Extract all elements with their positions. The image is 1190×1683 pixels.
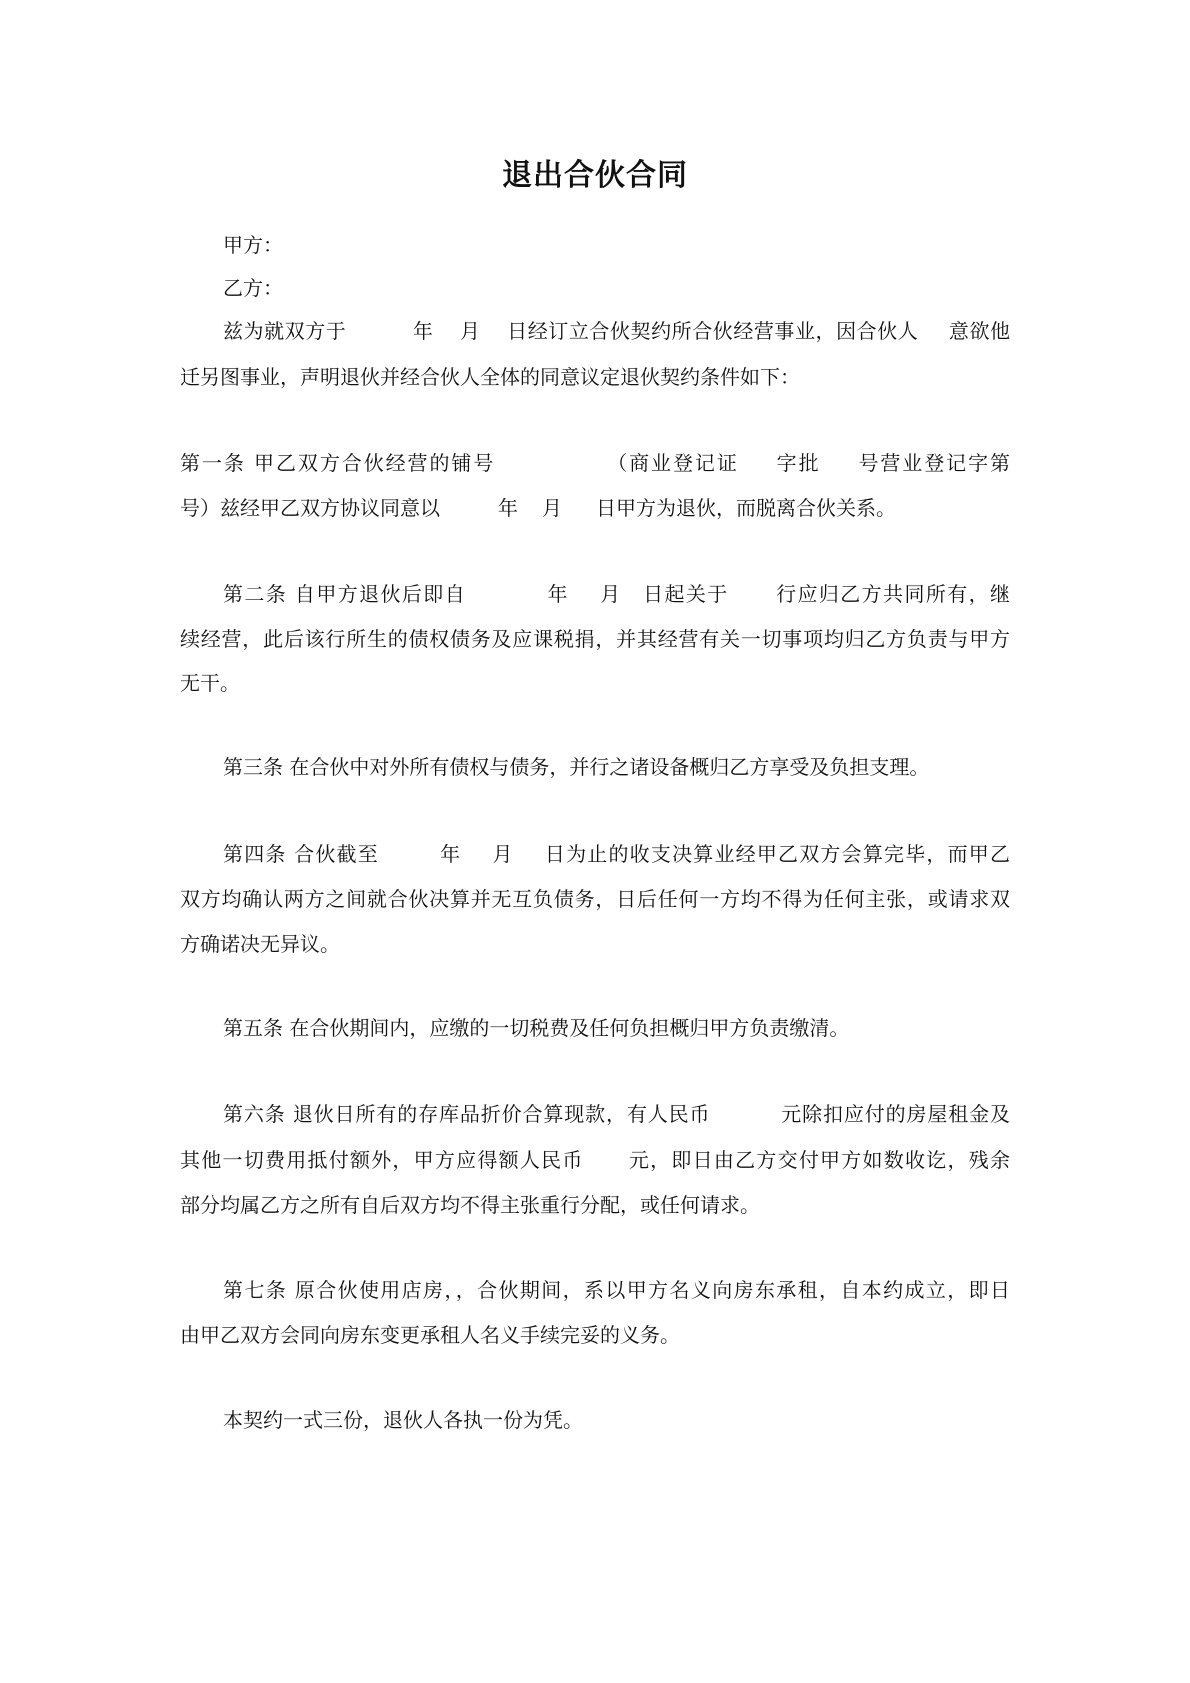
article-6-line-2: 其他一切费用抵付额外，甲方应得额人民币 元，即日由乙方交付甲方如数收讫，残余 (180, 1148, 1011, 1172)
intro-line-1: 兹为就双方于 年 月 日经订立合伙契约所合伙经营事业，因合伙人 意欲他 (223, 319, 1011, 343)
article-4-line-2: 双方均确认两方之间就合伙决算并无互负债务，日后任何一方均不得为任何主张，或请求双 (180, 887, 1010, 911)
article-4-line-1: 第四条 合伙截至 年 月 日为止的收支决算业经甲乙双方会算完毕，而甲乙 (223, 842, 1010, 866)
closing-statement: 本契约一式三份，退伙人各执一份为凭。 (223, 1408, 583, 1432)
article-7-line-2: 由甲乙双方会同向房东变更承租人名义手续完妥的义务。 (180, 1323, 680, 1347)
article-6-line-1: 第六条 退伙日所有的存库品折价合算现款，有人民币 元除扣应付的房屋租金及 (223, 1102, 1011, 1126)
article-3: 第三条 在合伙中对外所有债权与债务，并行之诸设备概归乙方享受及负担支理。 (223, 755, 930, 779)
article-2-line-3: 无干。 (180, 671, 240, 695)
party-b-label: 乙方： (223, 276, 283, 300)
party-a-label: 甲方： (223, 233, 283, 257)
article-5: 第五条 在合伙期间内，应缴的一切税费及任何负担概归甲方负责缴清。 (223, 1016, 850, 1040)
article-1-line-1: 第一条 甲乙双方合伙经营的铺号 （商业登记证 字批 号营业登记字第 (180, 451, 1011, 475)
article-2-line-1: 第二条 自甲方退伙后即自 年 月 日起关于 行应归乙方共同所有，继 (223, 582, 1011, 606)
article-7-line-1: 第七条 原合伙使用店房，，合伙期间，系以甲方名义向房东承租，自本约成立，即日 (223, 1278, 1010, 1302)
article-2-line-2: 续经营，此后该行所生的债权债务及应课税捐，并其经营有关一切事项均归乙方负责与甲方 (180, 627, 1010, 651)
article-6-line-3: 部分均属乙方之所有自后双方均不得主张重行分配，或任何请求。 (180, 1193, 760, 1217)
article-1-line-2: 号）兹经甲乙双方协议同意以 年 月 日甲方为退伙，而脱离合伙关系。 (180, 496, 896, 520)
document-title: 退出合伙合同 (502, 158, 688, 193)
article-4-line-3: 方确诺决无异议。 (180, 932, 340, 956)
intro-line-2: 迁另图事业，声明退伙并经合伙人全体的同意议定退伙契约条件如下： (180, 365, 800, 389)
